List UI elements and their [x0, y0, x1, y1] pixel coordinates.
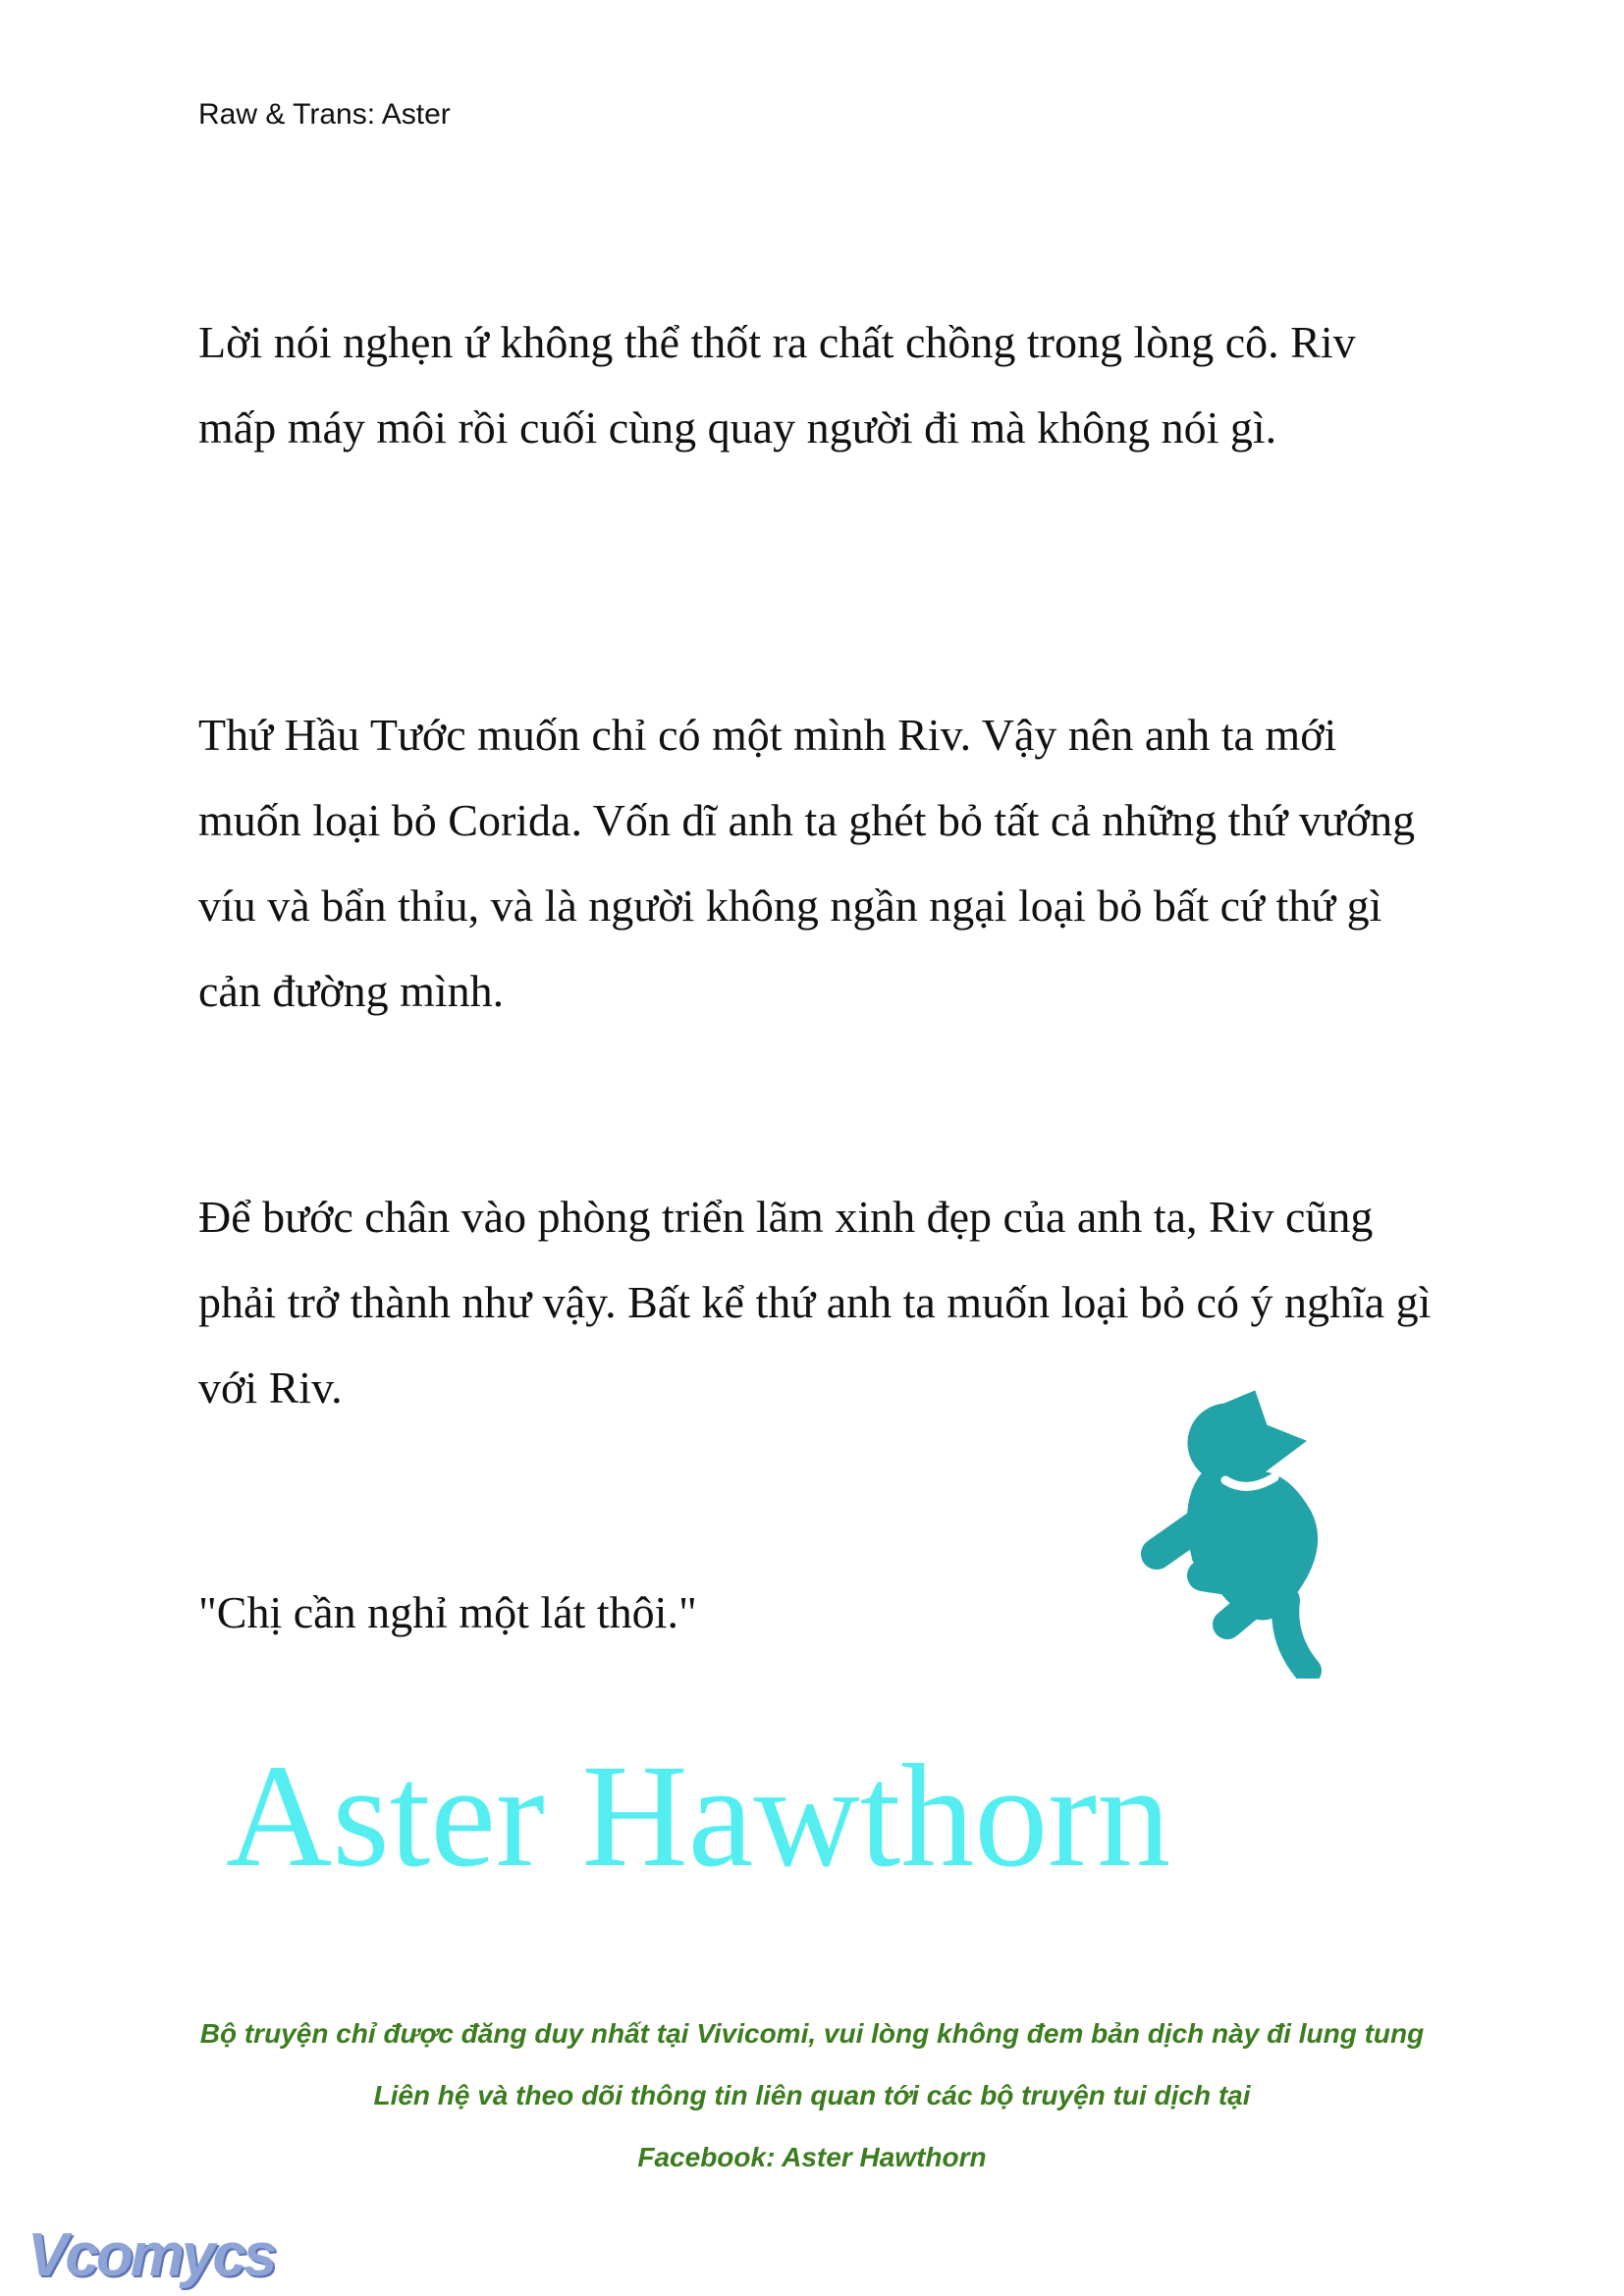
paragraph-2: Thứ Hầu Tước muốn chỉ có một mình Riv. Vậy nên anh ta mới muốn loại bỏ Corida. Vốn dĩ anh ta ghét bỏ tất cả những thứ vướng víu và bẩn thỉu, và là người không ngần ngại loại bỏ bất cứ thứ gì cản đường mình.: [198, 710, 1416, 1016]
paragraph-1: Lời nói nghẹn ứ không thể thốt ra chất chồng trong lòng cô. Riv mấp máy môi rồi cuối cùng quay người đi mà không nói gì.: [198, 317, 1356, 453]
vcomycs-logo: Vcomycs: [27, 2221, 275, 2289]
cat-icon: [1119, 1355, 1345, 1679]
watermark: Aster Hawthorn: [226, 1735, 1171, 1897]
footer-notice: Bộ truyện chỉ được đăng duy nhất tại Vivicomi, vui lòng không đem bản dịch này đi lung tung: [199, 2018, 1425, 2049]
footer-contact: Liên hệ và theo dõi thông tin liên quan tới các bộ truyện tui dịch tại: [373, 2080, 1251, 2110]
footer-facebook: Facebook: Aster Hawthorn: [637, 2142, 987, 2172]
paragraph-4: "Chị cần nghỉ một lát thôi.": [198, 1587, 697, 1637]
paragraph-3: Để bước chân vào phòng triển lãm xinh đẹp của anh ta, Riv cũng phải trở thành như vậy. Bất kể thứ anh ta muốn loại bỏ có ý nghĩa gì với Riv.: [198, 1192, 1432, 1413]
header-credit: Raw & Trans: Aster: [198, 98, 451, 131]
